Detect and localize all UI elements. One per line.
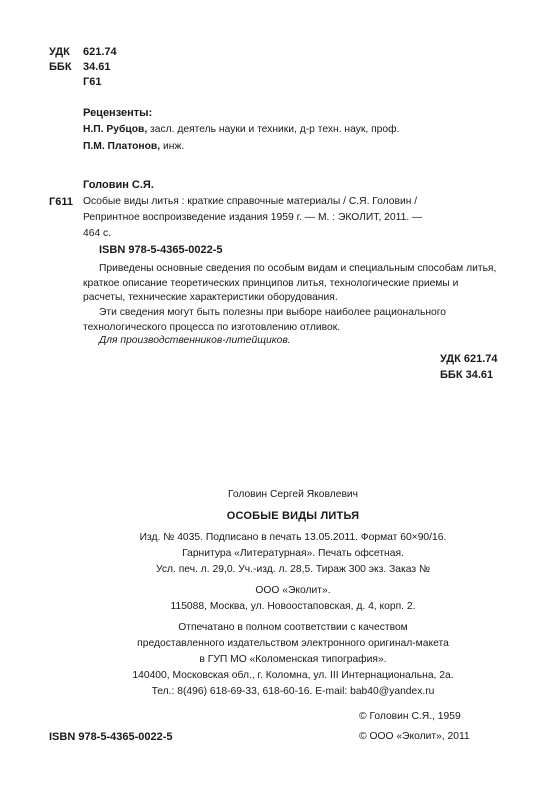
bbk-value: 34.61 (83, 61, 111, 73)
biblio-line-2: Репринтное воспроизведение издания 1959 г. — М. : ЭКОЛИТ, 2011. — (83, 212, 423, 223)
biblio-author: Головин С.Я. (83, 179, 154, 191)
imprint-title: ОСОБЫЕ ВИДЫ ЛИТЬЯ (226, 510, 360, 522)
imprint-line-1: Изд. № 4035. Подписано в печать 13.05.2011. Формат 60×90/16. (139, 532, 447, 543)
footer-copyright-publisher: © ООО «Эколит», 2011 (359, 731, 470, 742)
footer-copyright-author: © Головин С.Я., 1959 (359, 711, 461, 722)
biblio-isbn: ISBN 978-5-4365-0022-5 (99, 244, 223, 256)
imprint-print-1: Отпечатано в полном соответствии с качеством (178, 622, 408, 633)
abstract-audience: Для производственников-литейщиков. (99, 335, 291, 346)
reviewer-2-desc: инж. (160, 141, 185, 152)
imprint-print-2: предоставленного издательством электронного оригинал-макета (137, 638, 449, 649)
reviewer-1-name: Н.П. Рубцов, (83, 124, 148, 135)
imprint-publisher-address: 115088, Москва, ул. Новоостаповская, д. 4, корп. 2. (170, 601, 416, 612)
imprint-line-2: Гарнитура «Литературная». Печать офсетная. (182, 548, 404, 559)
reviewer-1-desc: засл. деятель науки и техники, д-р техн. наук, проф. (147, 124, 400, 135)
udk-value: 621.74 (83, 46, 117, 58)
imprint-publisher: ООО «Эколит». (255, 585, 331, 596)
imprint-author: Головин Сергей Яковлевич (227, 489, 359, 500)
imprint-print-4: 140400, Московская обл., г. Коломна, ул. III Интернациональна, 2а. (132, 670, 454, 681)
bbk-right: ББК 34.61 (440, 369, 494, 381)
biblio-line-3: 464 с. (83, 228, 112, 239)
reviewer-1 (83, 124, 399, 135)
imprint-line-3: Усл. печ. л. 29,0. Уч.-изд. л. 28,5. Тираж 300 экз. Заказ № (156, 564, 430, 575)
reviewers-heading: Рецензенты: (83, 107, 153, 119)
abstract-paragraph-1: Приведены основные сведения по особым видам и специальным способам литья, краткое описание теоретических принципов литья, технологические приемы и расчеты, технические характеристики оборудования. (83, 263, 497, 303)
author-code: Г61 (83, 76, 102, 88)
biblio-line-1: Особые виды литья : краткие справочные материалы / С.Я. Головин / (83, 196, 418, 207)
imprint-print-3: в ГУП МО «Коломенская типография». (199, 654, 387, 665)
imprint-print-5: Тел.: 8(496) 618-69-33, 618-60-16. E-mail: bab40@yandex.ru (151, 686, 435, 697)
reviewer-2 (83, 141, 184, 152)
bbk-label: ББК (49, 61, 72, 73)
footer-isbn: ISBN 978-5-4365-0022-5 (49, 731, 173, 743)
udk-label: УДК (49, 46, 70, 58)
reviewer-2-name: П.М. Платонов, (83, 141, 161, 152)
udk-right: УДК 621.74 (440, 353, 498, 365)
biblio-code: Г611 (49, 196, 73, 208)
abstract-paragraph-2: Эти сведения могут быть полезны при выборе наиболее рационального технологического процесса по изготовлению отливок. (83, 307, 447, 333)
